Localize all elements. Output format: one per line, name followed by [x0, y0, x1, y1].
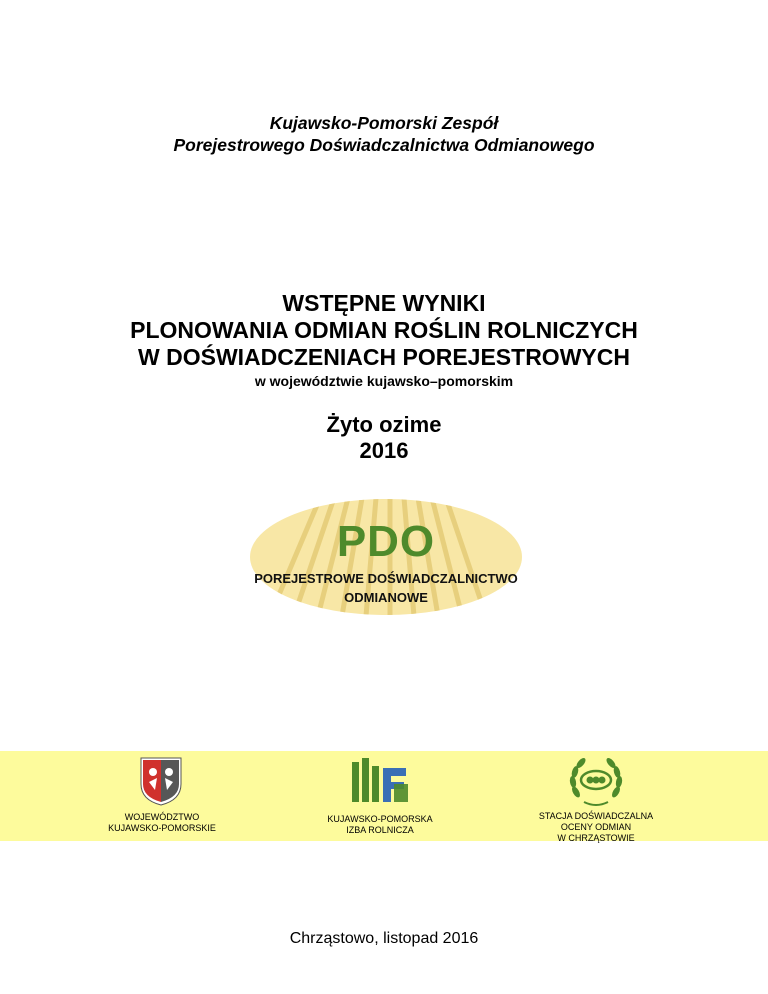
- place-and-date: Chrząstowo, listopad 2016: [289, 930, 479, 947]
- crop-name: Żyto ozime: [326, 412, 442, 437]
- crop-year: 2016: [359, 438, 409, 463]
- station-wreath-icon: [566, 752, 626, 810]
- partner-chamber: [310, 814, 450, 836]
- pdo-logo: [250, 498, 522, 616]
- report-subtitle: w województwie kujawsko–pomorskim: [254, 373, 514, 389]
- title-line-1: WSTĘPNE WYNIKI: [282, 290, 486, 316]
- partner-2-line-2: IZBA ROLNICZA: [346, 825, 414, 835]
- logo-line-2: ODMIANOWE: [344, 590, 428, 605]
- report-title: [0, 290, 768, 371]
- logo-line-1: POREJESTROWE DOŚWIADCZALNICTWO: [254, 571, 518, 586]
- partner-1-line-1: WOJEWÓDZTWO: [124, 812, 200, 822]
- partner-3-line-1: STACJA DOŚWIADCZALNA: [538, 811, 654, 821]
- partner-band-left: [0, 751, 84, 841]
- coat-of-arms-icon: [139, 756, 183, 806]
- organization-name: [0, 112, 768, 156]
- partner-1-line-2: KUJAWSKO-POMORSKIE: [108, 823, 216, 833]
- partner-2-line-1: KUJAWSKO-POMORSKA: [327, 814, 433, 824]
- partner-voivodeship: [92, 812, 232, 834]
- logo-letters: PDO: [336, 517, 436, 566]
- crop-heading: [0, 412, 768, 464]
- chamber-of-agriculture-icon: [350, 756, 412, 804]
- organization-line-2: Porejestrowego Doświadczalnictwa Odmianowego: [173, 135, 595, 155]
- partner-3-line-3: W CHRZĄSTOWIE: [557, 833, 635, 843]
- title-line-2: PLONOWANIA ODMIAN ROŚLIN ROLNICZYCH: [130, 317, 638, 343]
- partner-3-line-2: OCENY ODMIAN: [560, 822, 632, 832]
- organization-line-1: Kujawsko-Pomorski Zespół: [269, 113, 499, 133]
- title-line-3: W DOŚWIADCZENIACH POREJESTROWYCH: [138, 344, 630, 370]
- partner-station: [526, 811, 666, 844]
